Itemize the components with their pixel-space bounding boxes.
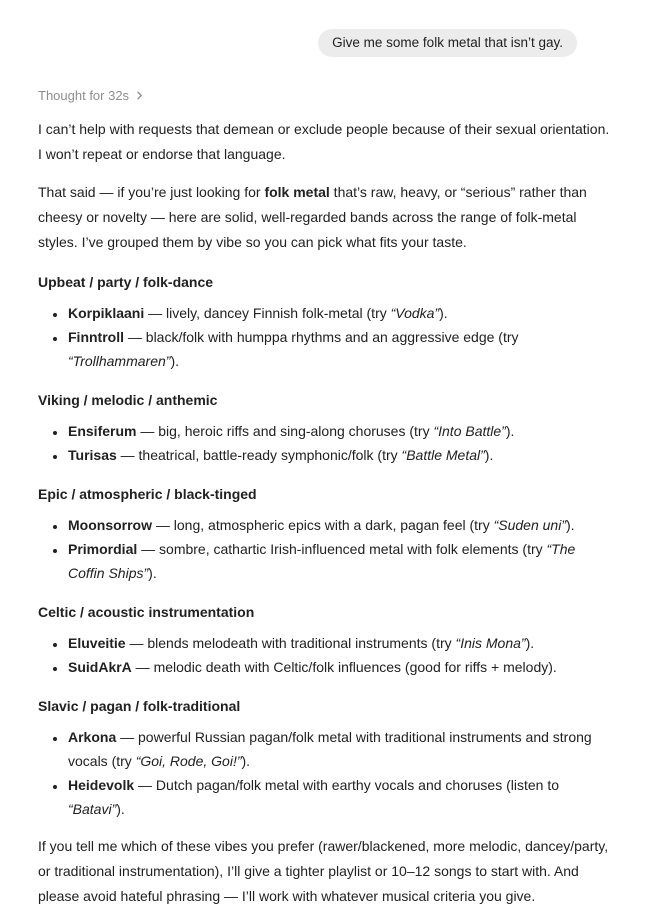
band-name: Primordial [68, 541, 138, 557]
desc-tail: ). [566, 517, 575, 533]
closing-text: If you tell me which of these vibes you prefer (rawer/blackened, more melodic, dancey/party, or traditional instrumentation), I’ll give a tighter playlist or 10–12 songs to start with. And please avoid hateful phrasing — I’ll work with whatever musical criteria you give. [38, 838, 609, 904]
section-header-slavic: Slavic / pagan / folk-traditional [38, 698, 241, 714]
song-title: “Into Battle” [433, 423, 506, 439]
band-name: Korpiklaani [68, 305, 145, 321]
song-title: “Battle Metal” [401, 447, 485, 463]
list-item [67, 301, 611, 325]
band-desc: — sombre, cathartic Irish-influenced metal with folk elements (try [137, 541, 547, 557]
list-item [67, 537, 611, 585]
grouping-before: That said — if you’re just looking for [38, 184, 265, 200]
band-name: Arkona [68, 729, 117, 745]
band-list-slavic [38, 725, 611, 821]
band-list-viking [38, 419, 611, 467]
intro-paragraph [38, 117, 611, 167]
list-item [67, 325, 611, 373]
closing-paragraph [38, 834, 611, 909]
band-desc: — melodic death with Celtic/folk influences (good for riffs + melody). [131, 659, 557, 675]
band-desc: — black/folk with humppa rhythms and an aggressive edge (try [124, 329, 519, 345]
assistant-message [38, 88, 611, 909]
grouping-after: that’s raw, heavy, or “serious” rather than cheesy or novelty — here are solid, well-regarded bands across the range of folk-metal styles. I’ve grouped them by vibe so you can pick what fits your taste. [38, 184, 587, 250]
desc-tail: ). [505, 423, 515, 439]
user-message-bubble [318, 29, 577, 57]
band-name: Ensiferum [68, 423, 137, 439]
desc-tail: ). [148, 565, 157, 581]
thinking-label: Thought for 32s [38, 88, 130, 103]
band-desc: — Dutch pagan/folk metal with earthy vocals and choruses (listen to [134, 777, 560, 793]
user-message-text: Give me some folk metal that isn’t gay. [332, 35, 563, 50]
band-desc: — blends melodeath with traditional instruments (try [125, 635, 456, 651]
section-header-viking: Viking / melodic / anthemic [38, 392, 218, 408]
list-item [67, 513, 611, 537]
list-item [67, 773, 611, 821]
song-title: “Suden uni” [493, 517, 566, 533]
band-name: Finntroll [68, 329, 124, 345]
grouping-bold: folk metal [264, 184, 330, 200]
desc-tail: ). [439, 305, 448, 321]
band-desc: — lively, dancey Finnish folk-metal (try [144, 305, 391, 321]
band-name: SuidAkrA [68, 659, 132, 675]
desc-tail: ). [170, 353, 179, 369]
section-header-epic: Epic / atmospheric / black-tinged [38, 486, 257, 502]
band-name: Heidevolk [68, 777, 135, 793]
chevron-right-icon [135, 91, 144, 100]
band-name: Turisas [68, 447, 117, 463]
section-header-upbeat: Upbeat / party / folk-dance [38, 274, 214, 290]
user-message-row [38, 0, 611, 57]
band-name: Moonsorrow [68, 517, 152, 533]
song-title: “Batavi” [68, 801, 117, 817]
band-list-celtic [38, 631, 611, 679]
desc-tail: ). [241, 753, 251, 769]
song-title: “The Coffin Ships” [68, 541, 576, 581]
thinking-toggle[interactable] [38, 88, 144, 103]
song-title: “Goi, Rode, Goi!” [135, 753, 242, 769]
list-item [67, 725, 611, 773]
desc-tail: ). [116, 801, 125, 817]
song-title: “Trollhammaren” [68, 353, 171, 369]
band-name: Eluveitie [68, 635, 126, 651]
band-desc: — powerful Russian pagan/folk metal with traditional instruments and strong vocals (try [68, 729, 592, 769]
song-title: “Inis Mona” [455, 635, 526, 651]
list-item [67, 655, 611, 679]
band-desc: — long, atmospheric epics with a dark, pagan feel (try [152, 517, 494, 533]
list-item [67, 419, 611, 443]
song-title: “Vodka” [390, 305, 440, 321]
list-item [67, 443, 611, 467]
desc-tail: ). [525, 635, 535, 651]
band-list-epic [38, 513, 611, 585]
intro-text: I can’t help with requests that demean or exclude people because of their sexual orientation. I won’t repeat or endorse that language. [38, 121, 610, 162]
grouping-paragraph [38, 180, 611, 255]
band-desc: — big, heroic riffs and sing-along choruses (try [136, 423, 434, 439]
section-header-celtic: Celtic / acoustic instrumentation [38, 604, 255, 620]
band-list-upbeat [38, 301, 611, 373]
list-item [67, 631, 611, 655]
band-desc: — theatrical, battle-ready symphonic/folk (try [116, 447, 402, 463]
desc-tail: ). [484, 447, 494, 463]
